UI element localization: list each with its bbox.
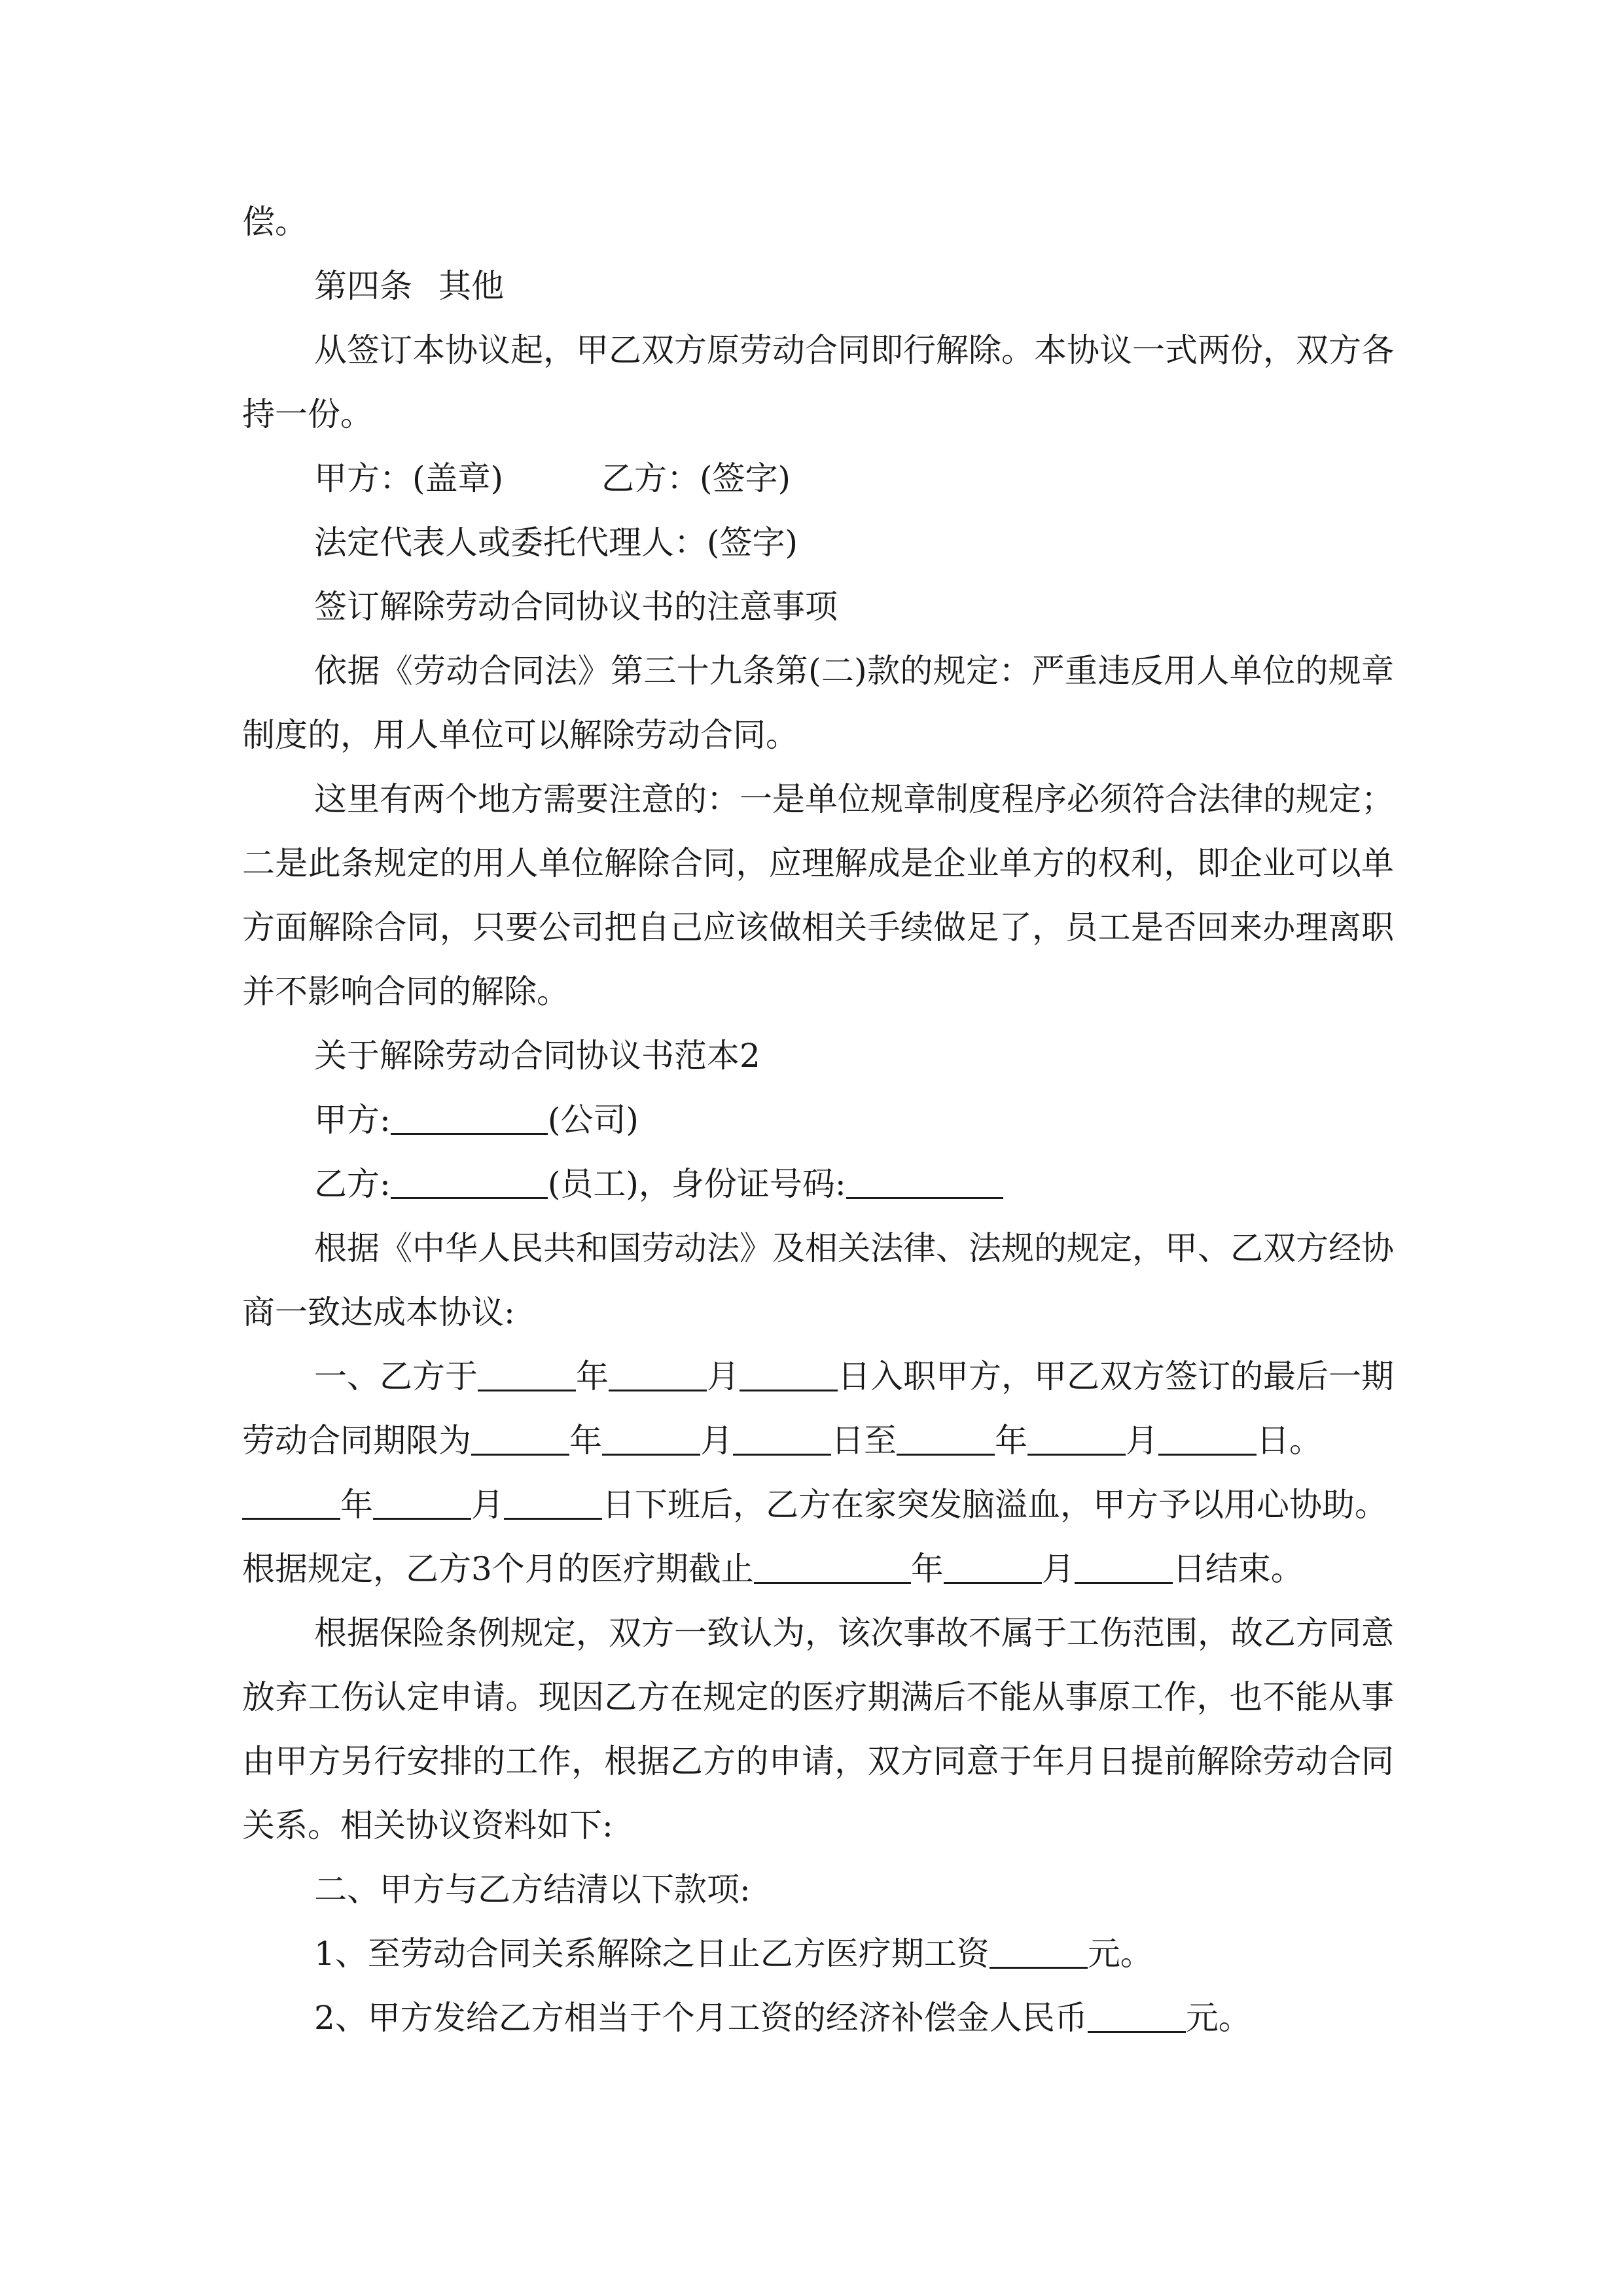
text: 持一份。 bbox=[242, 395, 373, 433]
amount-blank bbox=[1088, 2000, 1186, 2033]
article-heading bbox=[242, 254, 1394, 318]
text: 商一致达成本协议: bbox=[242, 1293, 515, 1331]
text: 放弃工伤认定申请。现因乙方在规定的医疗期满后不能从事原工作，也不能从事 bbox=[242, 1678, 1394, 1716]
text: 二是此条规定的用人单位解除合同，应理解成是企业单方的权利，即企业可以单 bbox=[242, 844, 1394, 882]
text: 年 bbox=[576, 1357, 609, 1395]
paragraph-line bbox=[242, 639, 1394, 703]
text: 根据规定，乙方3个月的医疗期截止 bbox=[242, 1550, 754, 1588]
day-blank bbox=[740, 1358, 838, 1391]
paragraph-line bbox=[242, 1473, 1394, 1537]
year-blank bbox=[478, 1358, 576, 1391]
text: 并不影响合同的解除。 bbox=[242, 973, 569, 1011]
text: 月 bbox=[471, 1486, 504, 1524]
text: 年 bbox=[569, 1422, 602, 1460]
label: (公司) bbox=[547, 1101, 639, 1139]
paragraph-line bbox=[242, 1729, 1394, 1793]
paragraph-line bbox=[242, 382, 1394, 446]
paragraph-line bbox=[242, 318, 1394, 382]
text: 日至 bbox=[831, 1422, 897, 1460]
representative-line bbox=[242, 511, 1394, 575]
text: 从签订本协议起，甲乙双方原劳动合同即行解除。本协议一式两份，双方各 bbox=[314, 331, 1394, 369]
text: 月 bbox=[1126, 1422, 1158, 1460]
text: 法定代表人或委托代理人：(签字) bbox=[314, 524, 798, 562]
paragraph-line bbox=[242, 895, 1394, 960]
party-a-blank bbox=[391, 1102, 548, 1135]
paragraph-line bbox=[242, 1408, 1394, 1473]
month-blank bbox=[944, 1551, 1042, 1584]
text: 元。 bbox=[1185, 1999, 1251, 2037]
text: 关于解除劳动合同协议书范本2 bbox=[314, 1037, 760, 1075]
party-b-line bbox=[242, 1152, 1394, 1216]
paragraph-line bbox=[242, 960, 1394, 1024]
party-b-signature: 乙方：(签字) bbox=[601, 459, 791, 497]
paragraph-line bbox=[242, 1601, 1394, 1665]
party-a-seal: 甲方：(盖章) bbox=[314, 459, 504, 497]
day-blank bbox=[1075, 1551, 1173, 1584]
paragraph-line bbox=[242, 1537, 1394, 1601]
label: (员工)，身份证号码: bbox=[547, 1165, 846, 1203]
paragraph-line bbox=[242, 1216, 1394, 1280]
text: 依据《劳动合同法》第三十九条第(二)款的规定：严重违反用人单位的规章 bbox=[314, 652, 1394, 690]
amount-blank bbox=[990, 1935, 1088, 1969]
year-blank bbox=[897, 1422, 995, 1456]
text: 日入职甲方，甲乙双方签订的最后一期 bbox=[838, 1357, 1394, 1395]
text: 月 bbox=[707, 1357, 740, 1395]
text: 劳动合同期限为 bbox=[242, 1422, 471, 1460]
label: 甲方: bbox=[314, 1101, 391, 1139]
day-blank bbox=[504, 1486, 602, 1520]
text: 日下班后，乙方在家突发脑溢血，甲方予以用心协助。 bbox=[602, 1486, 1387, 1524]
text: 元。 bbox=[1087, 1935, 1153, 1973]
paragraph-line bbox=[242, 1280, 1394, 1344]
text: 签订解除劳动合同协议书的注意事项 bbox=[314, 588, 838, 626]
text: 方面解除合同，只要公司把自己应该做相关手续做足了，员工是否回来办理离职 bbox=[242, 908, 1394, 946]
month-blank bbox=[609, 1358, 707, 1391]
text: 由甲方另行安排的工作，根据乙方的申请，双方同意于年月日提前解除劳动合同 bbox=[242, 1742, 1394, 1780]
text: 月 bbox=[700, 1422, 733, 1460]
paragraph-line bbox=[242, 1344, 1394, 1408]
month-blank bbox=[373, 1486, 471, 1520]
template-title bbox=[242, 1024, 1394, 1088]
text: 年 bbox=[910, 1550, 944, 1588]
paragraph-line bbox=[242, 1665, 1394, 1729]
text: 2、甲方发给乙方相当于个月工资的经济补偿金人民币 bbox=[314, 1999, 1088, 2037]
year-blank bbox=[754, 1551, 911, 1584]
month-blank bbox=[602, 1422, 700, 1456]
text: 根据保险条例规定，双方一致认为，该次事故不属于工伤范围，故乙方同意 bbox=[314, 1614, 1394, 1652]
text: 这里有两个地方需要注意的：一是单位规章制度程序必须符合法律的规定； bbox=[314, 780, 1394, 818]
month-blank bbox=[1027, 1422, 1126, 1456]
payment-item bbox=[242, 1922, 1394, 1986]
document-page bbox=[242, 190, 1394, 2050]
id-number-blank bbox=[846, 1166, 1003, 1199]
article-number: 第四条 bbox=[314, 267, 412, 305]
paragraph-line bbox=[242, 1793, 1394, 1857]
text: 月 bbox=[1041, 1550, 1075, 1588]
paragraph-line bbox=[242, 703, 1394, 767]
article-title: 其他 bbox=[438, 267, 504, 305]
party-b-blank bbox=[391, 1166, 548, 1199]
day-blank bbox=[733, 1422, 831, 1456]
text: 偿。 bbox=[242, 203, 308, 241]
day-blank bbox=[1158, 1422, 1257, 1456]
section-heading bbox=[242, 575, 1394, 639]
text: 二、甲方与乙方结清以下款项: bbox=[314, 1871, 751, 1909]
payment-item bbox=[242, 1986, 1394, 2050]
text: 关系。相关协议资料如下: bbox=[242, 1806, 613, 1844]
paragraph-line bbox=[242, 831, 1394, 895]
signature-line bbox=[242, 446, 1394, 511]
paragraph-line bbox=[242, 190, 1394, 254]
text: 日结束。 bbox=[1172, 1550, 1304, 1588]
text: 1、至劳动合同关系解除之日止乙方医疗期工资 bbox=[314, 1935, 990, 1973]
text: 制度的，用人单位可以解除劳动合同。 bbox=[242, 716, 798, 754]
paragraph-line bbox=[242, 767, 1394, 831]
year-blank bbox=[242, 1486, 340, 1520]
party-a-line bbox=[242, 1088, 1394, 1152]
text: 年 bbox=[340, 1486, 373, 1524]
text: 年 bbox=[995, 1422, 1027, 1460]
text: 根据《中华人民共和国劳动法》及相关法律、法规的规定，甲、乙双方经协 bbox=[314, 1229, 1394, 1267]
clause-heading bbox=[242, 1857, 1394, 1922]
label: 乙方: bbox=[314, 1165, 391, 1203]
year-blank bbox=[471, 1422, 569, 1456]
text: 日。 bbox=[1257, 1422, 1322, 1460]
text: 一、乙方于 bbox=[314, 1357, 478, 1395]
